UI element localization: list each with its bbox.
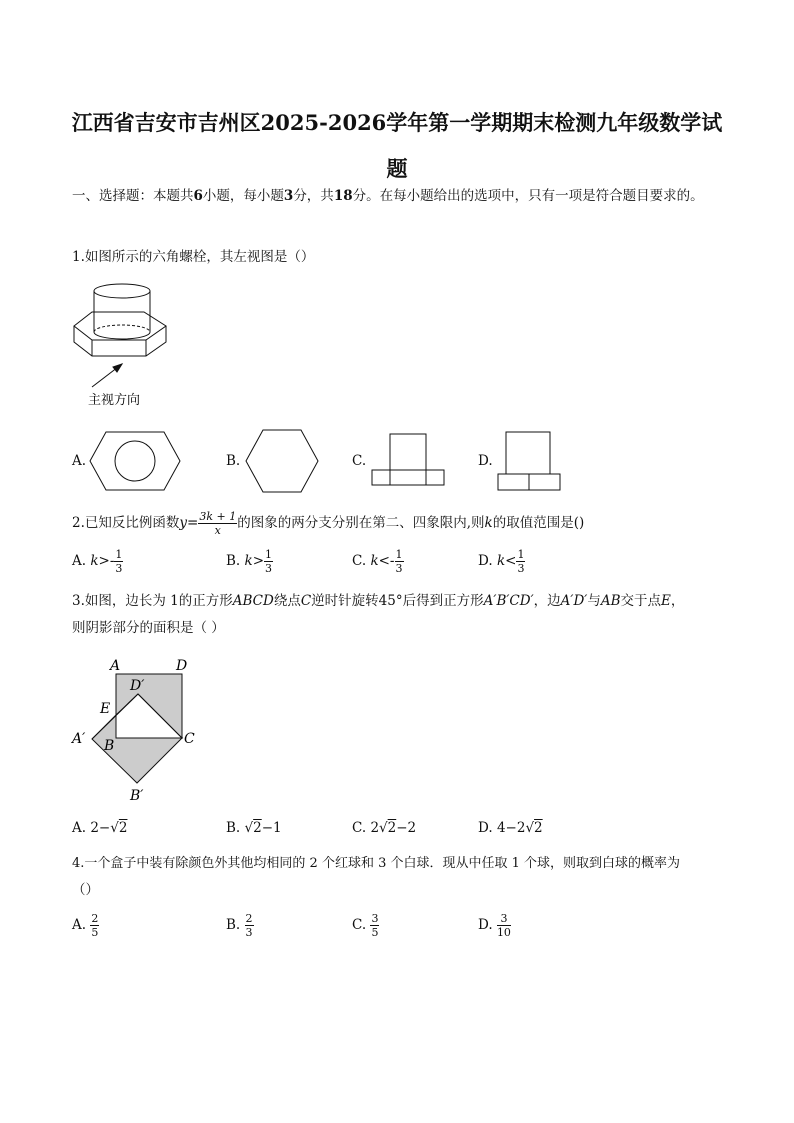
q1-option-c-figure (368, 432, 448, 488)
q4-option-d-label: D. (478, 917, 493, 933)
q2-option-c-rel: k<- (370, 553, 395, 569)
q3-label-ap: A′ (72, 731, 86, 747)
q4-option-c-num: 3 (371, 912, 379, 925)
q2-option-d-num: 1 (517, 548, 525, 561)
title-line-1: 江西省吉安市吉州区2025-2026学年第一学期期末检测九年级数学试 (71, 110, 723, 135)
q4-stem (72, 850, 722, 904)
q2-option-d-label: D. (478, 553, 493, 569)
q3-square-abcd: ABCD (232, 593, 274, 609)
q1-option-a-label: A. (72, 453, 87, 469)
q2-stem-c: 的取值范围是() (492, 515, 585, 531)
q2-option-a-num: 1 (115, 548, 123, 561)
q2-option-c-label: C. (352, 553, 367, 569)
q2-option-a (72, 548, 123, 575)
q3-option-b-label: B. (226, 820, 241, 836)
section-text-4: 分。在每小题给出的选项中，只有一项是符合题目要求的。 (352, 188, 704, 204)
q2-var-k: k (484, 515, 493, 531)
q3-geometry-figure (66, 652, 206, 804)
q1-option-c-label: C. (352, 453, 367, 469)
q3-option-b-post: −1 (261, 820, 282, 836)
q3-option-d-rad: 2 (534, 820, 543, 836)
q4-option-d-den: 10 (496, 926, 511, 939)
section-text-2: 小题，每小题 (202, 188, 284, 204)
q3-label-bp: B′ (130, 788, 144, 804)
q1-stem: 1.如图所示的六角螺栓，其左视图是（） (72, 249, 315, 265)
q2-frac-den: x (214, 524, 221, 537)
section-count: 6 (193, 188, 203, 204)
q2-option-d-den: 3 (517, 562, 525, 575)
title-line-2: 题 (386, 156, 408, 181)
q2-fraction (198, 510, 237, 537)
q3-seg-adp: A′D′ (560, 593, 588, 609)
q4-option-b-den: 3 (245, 926, 253, 939)
q4-option-d-num: 3 (497, 912, 511, 926)
q2-stem-b: 的图象的两分支分别在第二、四象限内,则 (237, 515, 485, 531)
q3-option-d-label: D. (478, 820, 493, 836)
q2-option-b-num: 1 (265, 548, 273, 561)
q3-option-b-sqrt-icon: √ (244, 820, 254, 836)
q3-square-rotated: A′B′CD′ (483, 593, 534, 609)
q3-s3: 逆时针旋转45°后得到正方形 (311, 593, 484, 609)
q2-option-b-label: B. (226, 553, 241, 569)
q3-option-c (352, 820, 416, 836)
q3-s4: ，边 (533, 593, 561, 609)
q2-var-y: y= (179, 515, 199, 531)
q3-option-c-rad: 2 (387, 820, 397, 836)
q3-s2: 绕点 (273, 593, 301, 609)
q3-option-d-pre: 4−2 (496, 820, 526, 836)
q4-option-a-label: A. (72, 917, 87, 933)
q2-frac-num: 3k + 1 (199, 510, 237, 523)
section-text-3: 分，共 (293, 188, 334, 204)
q2-option-b (226, 548, 273, 575)
q3-option-a-sqrt-icon: √ (110, 820, 119, 836)
q3-option-c-sqrt-icon: √ (379, 820, 388, 836)
q2-option-c (352, 548, 404, 575)
q2-option-c-num: 1 (395, 548, 403, 561)
q3-label-a: A (110, 658, 121, 674)
q3-option-a-pre: 2− (90, 820, 111, 836)
q3-option-b-rad: 2 (253, 820, 262, 836)
q4-option-c (352, 912, 379, 939)
q2-option-b-den: 3 (265, 562, 273, 575)
q3-point-c: C (300, 593, 312, 609)
q1-option-a-figure (88, 430, 182, 492)
q3-option-a (72, 820, 127, 836)
q3-s6: 交于点 (620, 593, 662, 609)
q3-option-b (226, 820, 282, 836)
q1-option-d-figure (496, 430, 564, 492)
q4-stem-line-2: （） (72, 882, 99, 898)
q3-option-d-sqrt-icon: √ (525, 820, 535, 836)
q2-option-a-rel: k>- (90, 553, 115, 569)
q3-point-e: E (661, 593, 671, 609)
q4-option-b-label: B. (226, 917, 241, 933)
section-score: 3 (283, 188, 294, 204)
q2-option-a-label: A. (72, 553, 87, 569)
q4-option-a-num: 2 (91, 912, 99, 925)
q3-option-c-post: −2 (396, 820, 417, 836)
q4-option-b-num: 2 (245, 912, 253, 925)
q3-s7: ， (670, 593, 685, 609)
q3-label-c: C (184, 731, 195, 747)
q3-option-a-label: A. (72, 820, 87, 836)
q3-seg-ab: AB (600, 593, 621, 609)
q3-stem-line-1 (72, 588, 722, 615)
section-heading (72, 183, 722, 210)
q2-option-a-den: 3 (115, 562, 123, 575)
q4-option-a-den: 5 (91, 926, 99, 939)
q3-s5: 与 (587, 593, 601, 609)
q1-bolt-figure (66, 282, 176, 410)
q2-stem-a: 2.已知反比例函数 (72, 515, 180, 531)
q3-option-c-label: C. (352, 820, 367, 836)
q1-option-b-figure (244, 428, 320, 494)
section-total: 18 (333, 188, 353, 204)
q3-label-dp: D′ (130, 678, 145, 694)
q3-label-e: E (100, 701, 111, 717)
q4-option-a (72, 912, 99, 939)
q3-s1: 3.如图，边长为 1的正方形 (72, 593, 233, 609)
page-title (40, 100, 754, 192)
q3-stem (72, 588, 722, 642)
q3-option-a-rad: 2 (118, 820, 128, 836)
q4-option-d (478, 912, 511, 939)
q4-stem-line-1: 4.一个盒子中装有除颜色外其他均相同的 2 个红球和 3 个白球．现从中任取 1 个球，则取到白球的概率为 (72, 856, 681, 871)
q2-option-d-rel: k< (496, 553, 517, 569)
q2-option-d (478, 548, 525, 575)
q2-option-b-rel: k> (244, 553, 265, 569)
q4-option-c-den: 5 (371, 926, 379, 939)
q3-option-d (478, 820, 543, 836)
q1-option-b-label: B. (226, 453, 241, 469)
q1-figure-caption: 主视方向 (88, 393, 141, 408)
q4-option-b (226, 912, 254, 939)
q2-option-c-den: 3 (395, 562, 403, 575)
q3-label-d: D (176, 658, 188, 674)
q2-stem (72, 508, 722, 538)
q3-stem-line-2: 则阴影部分的面积是（ ） (72, 620, 225, 636)
q3-option-c-pre: 2 (370, 820, 380, 836)
q3-label-b: B (104, 738, 115, 754)
section-text-1: 一、选择题：本题共 (72, 188, 194, 204)
q1-option-d-label: D. (478, 453, 493, 469)
q4-option-c-label: C. (352, 917, 367, 933)
